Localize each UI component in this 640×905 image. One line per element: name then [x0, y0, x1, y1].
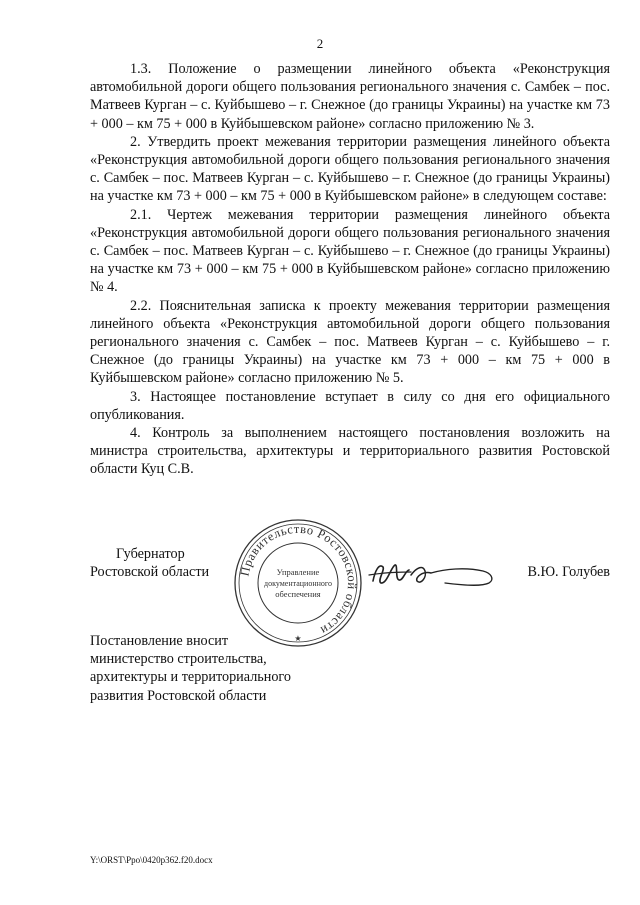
- submitted-by-line: архитектуры и территориального: [90, 669, 291, 686]
- signer-title-line2: Ростовской области: [90, 564, 210, 581]
- seal-center-line1: Управление: [276, 567, 320, 577]
- paragraph-1-3: 1.3. Положение о размещении линейного объекта «Реконструкция автомобильной дороги общего пользования регионального значения с. Самбек – пос. Матвеев Курган – с. Куйбышево – г. Снежное (до границы Украины) на участке км 73 + 000 – км 75 + 000 в Куйбышевском районе» согласно приложению № 3.: [90, 61, 610, 132]
- signer-name: В.Ю. Голубев: [527, 564, 610, 580]
- submitted-by-line: Постановление вносит: [90, 633, 229, 649]
- submitted-by-line: министерство строительства,: [90, 651, 267, 668]
- page-number: 2: [316, 36, 324, 51]
- paragraph-4: 4. Контроль за выполнением настоящего постановления возложить на министра строительства, архитектуры и территориального развития Ростовской области Куц С.В.: [90, 425, 610, 478]
- seal-center-line2: документационного: [264, 579, 332, 588]
- document-body: [90, 60, 610, 479]
- seal-star-icon: ★: [294, 634, 302, 643]
- paragraph-3: 3. Настоящее постановление вступает в силу со дня его официального опубликования.: [90, 388, 610, 423]
- signer-title: [90, 545, 230, 581]
- submitted-by-line: развития Ростовской области: [90, 687, 267, 704]
- file-path: Y:\ORST\Ppo\0420p362.f20.docx: [90, 855, 213, 865]
- paragraph-2: 2. Утвердить проект межевания территории размещения линейного объекта «Реконструкция автомобильной дороги общего пользования регионального значения с. Самбек – пос. Матвеев Курган – с. Куйбышево – г. Снежное (до границы Украины) на участке км 73 + 000 – км 75 + 000 в Куйбышевском районе» в следующем составе:: [90, 133, 610, 205]
- paragraph-2-1: 2.1. Чертеж межевания территории размещения линейного объекта «Реконструкция автомобильной дороги общего пользования регионального значения с. Самбек – пос. Матвеев Курган – с. Куйбышево – г. Снежное (до границы Украины) на участке км 73 + 000 – км 75 + 000 в Куйбышевском районе» согласно приложению № 4.: [90, 206, 610, 296]
- submitted-by: [90, 632, 350, 705]
- handwritten-signature: [365, 553, 505, 593]
- signer-title-line1: Губернатор: [116, 546, 185, 562]
- paragraph-2-2: 2.2. Пояснительная записка к проекту межевания территории размещения линейного объекта «Реконструкция автомобильной дороги общего пользования регионального значения с. Самбек – пос. Матвеев Курган – с. Куйбышево – г. Снежное (до границы Украины) на участке км 73 + 000 – км 75 + 000 в Куйбышевском районе» согласно приложению № 5.: [90, 297, 610, 387]
- seal-ring-text: Правительство Ростовской области: [237, 521, 360, 638]
- seal-center-line3: обеспечения: [275, 589, 321, 599]
